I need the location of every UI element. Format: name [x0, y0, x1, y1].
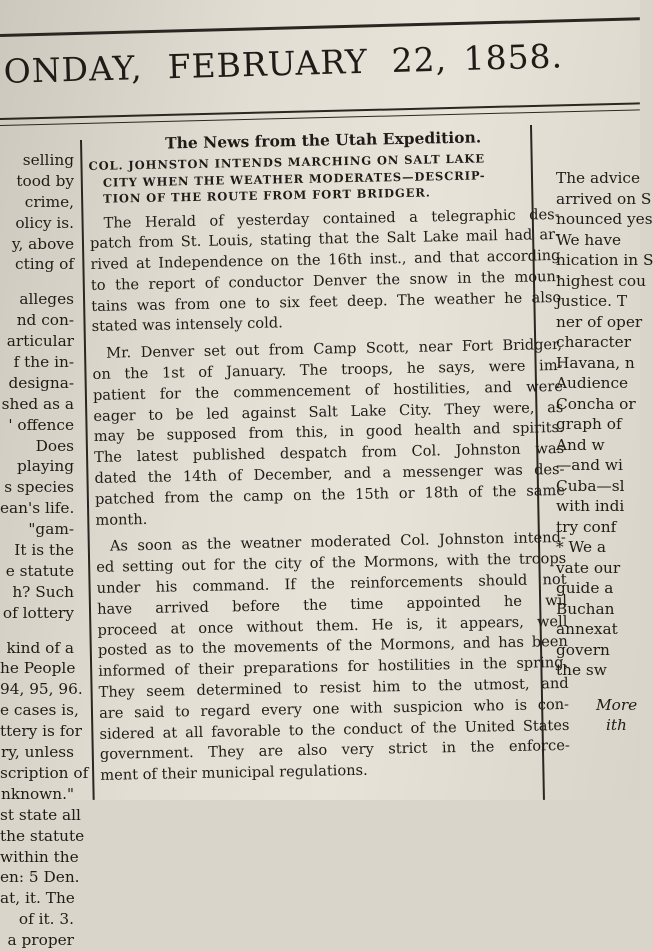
right-line: Concha or — [556, 394, 636, 413]
left-line: articular — [6, 332, 74, 351]
left-line: kind of a — [6, 638, 74, 657]
right-line: Cuba—sl — [556, 476, 625, 495]
body-line: ment of their municipal regulations. — [100, 761, 368, 785]
left-line: designa- — [8, 373, 74, 392]
body-line: posted as to the movements of the Mormons, and has been — [97, 633, 568, 660]
body-line: patient for the commencement of hostilities, and were — [92, 377, 564, 404]
left-line: a proper — [7, 931, 74, 950]
body-line: Mr. Denver set out from Camp Scott, near Fort Bridger, — [106, 336, 563, 362]
article — [88, 126, 571, 800]
left-line: h? Such — [12, 582, 74, 601]
left-column — [0, 150, 89, 950]
right-line: highest cou — [556, 271, 646, 290]
right-line: ner of oper — [556, 312, 643, 331]
body-line: stated was intensely cold. — [91, 314, 283, 336]
left-line: st state all — [0, 805, 81, 824]
body-line: government. They are also very strict in the enforce- — [99, 737, 570, 764]
right-line: with indi — [556, 497, 625, 515]
left-line: of lottery — [2, 603, 74, 622]
body-line: The Herald of yesterday contained a telegraphic des- — [103, 205, 560, 232]
right-line: Havana, n — [556, 353, 635, 372]
left-line: y, above — [11, 234, 74, 253]
right-line: arrived on S — [556, 189, 652, 208]
date-number: 22, — [391, 39, 448, 81]
right-line: And w — [556, 435, 605, 454]
left-line: It is the — [14, 541, 74, 560]
top-rule — [0, 17, 640, 37]
left-line: ttery is for — [0, 722, 82, 741]
body-line: under his command. If the reinforcements should not — [96, 570, 567, 597]
left-line: at, it. The — [0, 889, 75, 908]
left-line: the statute — [0, 826, 85, 845]
body-line: rived at Independence on the 16th inst., and that according — [90, 247, 561, 274]
right-line: —and wi — [556, 456, 623, 474]
left-line: e statute — [5, 561, 74, 580]
left-line: nd con- — [16, 311, 74, 330]
date-line — [0, 34, 641, 112]
left-line: he People — [0, 659, 76, 678]
left-line: s species — [4, 478, 74, 497]
right-line: govern — [556, 640, 610, 659]
right-line: vate our — [556, 558, 621, 577]
right-line: * We a — [556, 538, 607, 556]
left-line: alleges — [19, 290, 74, 309]
date-month: FEBRUARY — [167, 41, 369, 87]
left-line: Does — [35, 436, 74, 455]
article-headline: The News from the Utah Expedition. — [164, 127, 482, 153]
left-line: 94, 95, 96. — [0, 680, 83, 699]
body-line: on the 1st of January. The troops, he says, were im- — [92, 357, 563, 384]
left-line: tood by — [16, 171, 74, 190]
right-column — [556, 168, 653, 800]
right-line: nication in S — [556, 251, 653, 269]
body-line: to the report of conductor Denver the snow in the moun- — [90, 267, 561, 294]
left-line: shed as a — [1, 394, 74, 413]
paragraph-1 — [90, 204, 562, 338]
right-line: Audience — [556, 374, 629, 392]
right-line: Buchan — [556, 599, 615, 618]
deck-line: CITY WHEN THE WEATHER MODERATES—DESCRIP- — [102, 167, 486, 190]
right-line: We have — [556, 230, 622, 249]
left-line: nknown." — [0, 784, 74, 803]
body-line: patch from St. Louis, stating that the Salt Lake mail had ar- — [89, 226, 561, 253]
deck-line: COL. JOHNSTON INTENDS MARCHING ON SALT LAKE — [88, 151, 486, 173]
left-line: ean's life. — [0, 499, 75, 518]
body-line: ed setting out for the city of the Mormons, with the troops — [96, 550, 567, 577]
body-line: tains was from one to six feet deep. The weather he also — [91, 288, 562, 315]
body-line: eager to be led against Salt Lake City. They were, as — [93, 398, 564, 425]
article-deck — [88, 149, 559, 208]
left-line: en: 5 Den. — [0, 868, 80, 887]
body-line: The latest published despatch from Col. Johnston was — [94, 440, 565, 467]
right-line: The advice — [556, 169, 641, 187]
right-line: try conf — [556, 517, 617, 536]
right-line: guide a — [556, 579, 614, 597]
left-line: cting of — [15, 255, 74, 274]
right-line: graph of — [556, 415, 622, 433]
left-line: of it. 3. — [18, 910, 74, 929]
right-line: nounced yes — [556, 210, 653, 228]
right-line: annexat — [556, 620, 618, 638]
body-line: sidered at all favorable to the conduct of the United States — [99, 716, 570, 743]
left-line: e cases is, — [0, 701, 79, 720]
left-line: playing — [17, 457, 74, 476]
left-line: selling — [22, 151, 74, 169]
right-line: character — [556, 333, 632, 351]
right-line: More — [596, 695, 638, 714]
date-year: 1858. — [462, 36, 564, 79]
body-line: informed of their preparations for hostilities in the spring. — [98, 654, 569, 681]
right-line: justice. T — [556, 292, 628, 310]
body-line: proceed at once without them. He is, it appears, well — [97, 612, 568, 639]
left-line: scription of — [0, 763, 89, 782]
paragraph-3 — [96, 528, 571, 787]
right-line: the sw — [556, 661, 607, 679]
right-line: ith — [606, 716, 627, 734]
body-line: dated the 14th of December, and a messenger was des- — [94, 460, 565, 487]
body-line: As soon as the weatner moderated Col. Johnston intend- — [109, 529, 566, 556]
left-line: "gam- — [28, 520, 74, 539]
body-line: are said to regard every one with suspicion who is con- — [98, 695, 570, 722]
left-gap — [0, 275, 74, 289]
left-line: ry, unless — [1, 743, 74, 762]
deck-line: TION OF THE ROUTE FROM FORT BRIDGER. — [103, 185, 431, 206]
left-line: ' offence — [8, 415, 74, 434]
left-line: olicy is. — [15, 213, 74, 232]
left-line: crime, — [24, 192, 74, 211]
right-gap — [556, 681, 640, 695]
body-line: have arrived before the time appointed he wil — [96, 591, 568, 618]
paragraph-2 — [92, 335, 566, 531]
left-line: f the in- — [13, 353, 74, 372]
left-gap — [0, 624, 74, 638]
body-line: month. — [95, 510, 148, 529]
date-day: ONDAY, — [3, 48, 144, 91]
body-line: patched from the camp on the 15th or 18th of the same — [94, 481, 566, 508]
left-line: within the — [0, 847, 79, 866]
body-line: may be supposed from this, in good health and spirits. — [93, 419, 564, 446]
body-line: They seem determined to resist him to the utmost, and — [98, 674, 569, 701]
